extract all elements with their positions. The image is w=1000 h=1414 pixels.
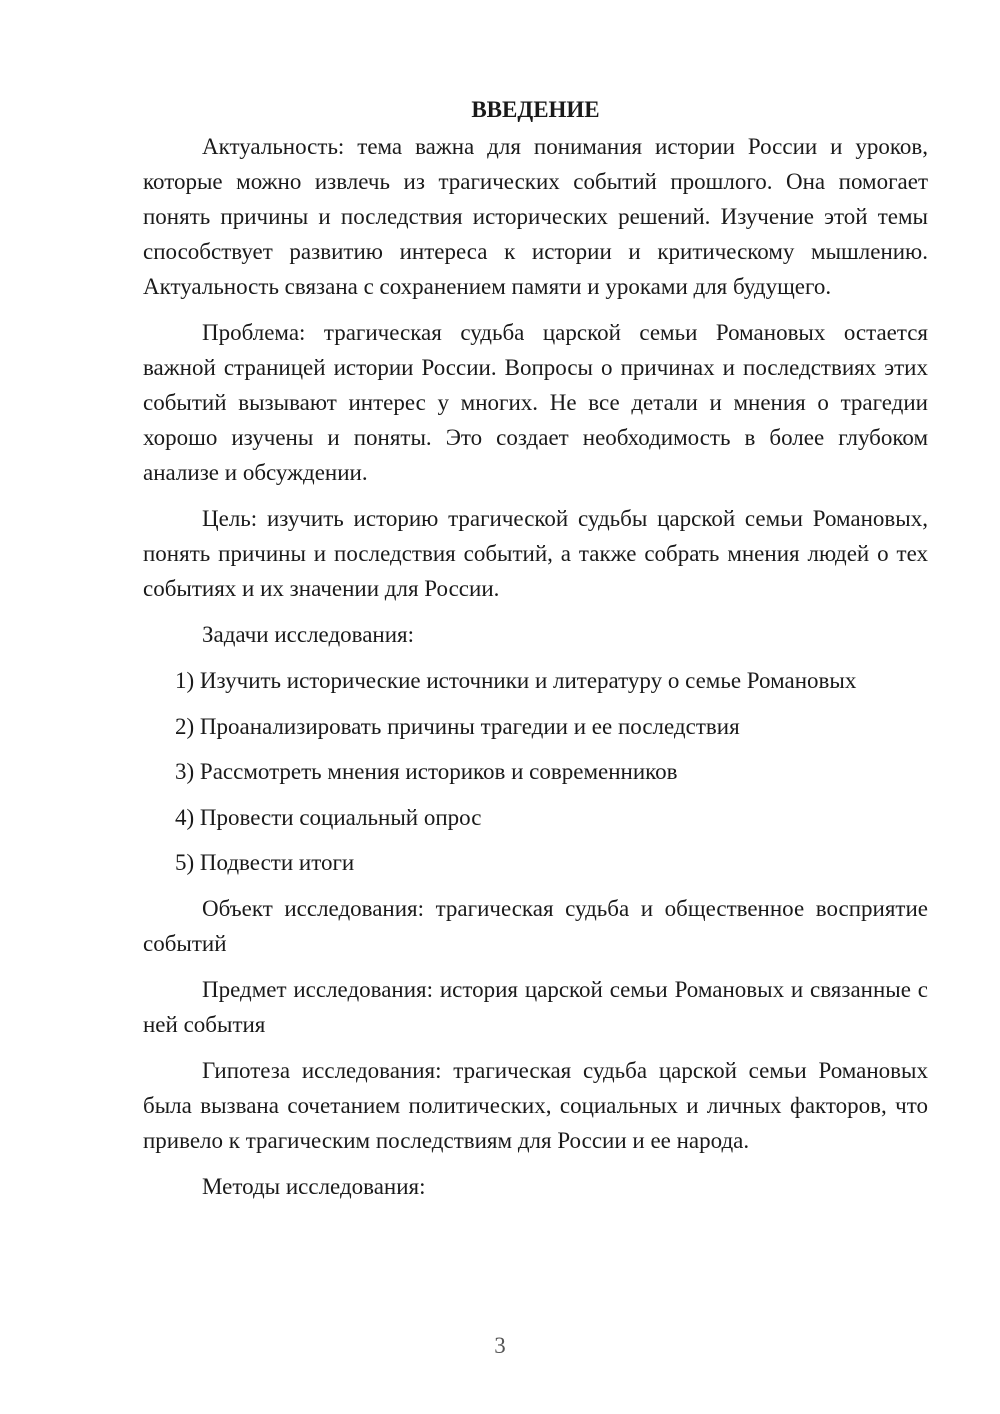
task-item: 2) Проанализировать причины трагедии и ее последствия — [175, 713, 740, 739]
tasks-list — [143, 663, 928, 880]
subject-paragraph: Предмет исследования: история царской семьи Романовых и связанные с ней события — [143, 976, 928, 1037]
task-item: 1) Изучить исторические источники и литературу о семье Романовых — [175, 668, 857, 693]
section-heading: ВВЕДЕНИЕ — [471, 97, 600, 122]
tasks-title: Задачи исследования: — [202, 622, 415, 647]
page-number: 3 — [494, 1333, 506, 1358]
relevance-paragraph: Актуальность: тема важна для понимания истории России и уроков, которые можно извлечь из трагических событий прошлого. Она помогает понять причины и последствия исторических решений. Изучение этой темы способствует развитию интереса к истории и критическому мышлению. Актуальность связана с сохранением памяти и уроками для будущего. — [143, 134, 928, 299]
methods-paragraph: Методы исследования: — [202, 1173, 426, 1199]
task-item: 3) Рассмотреть мнения историков и современников — [175, 759, 678, 785]
task-item: 4) Провести социальный опрос — [175, 804, 482, 830]
goal-paragraph: Цель: изучить историю трагической судьбы царской семьи Романовых, понять причины и последствия событий, а также собрать мнения людей о тех событиях и их значении для России. — [143, 506, 928, 601]
hypothesis-paragraph: Гипотеза исследования: трагическая судьба царской семьи Романовых была вызвана сочетанием политических, социальных и личных факторов, что привело к трагическим последствиям для России и ее народа. — [143, 1057, 928, 1153]
object-paragraph: Объект исследования: трагическая судьба и общественное восприятие событий — [143, 895, 928, 956]
task-item: 5) Подвести итоги — [175, 850, 355, 876]
problem-paragraph: Проблема: трагическая судьба царской семьи Романовых остается важной страницей истории России. Вопросы о причинах и последствиях этих событий вызывают интерес у многих. Не все детали и мнения о трагедии хорошо изучены и поняты. Это создает необходимость в более глубоком анализе и обсуждении. — [143, 320, 928, 485]
document-page — [143, 92, 928, 1215]
